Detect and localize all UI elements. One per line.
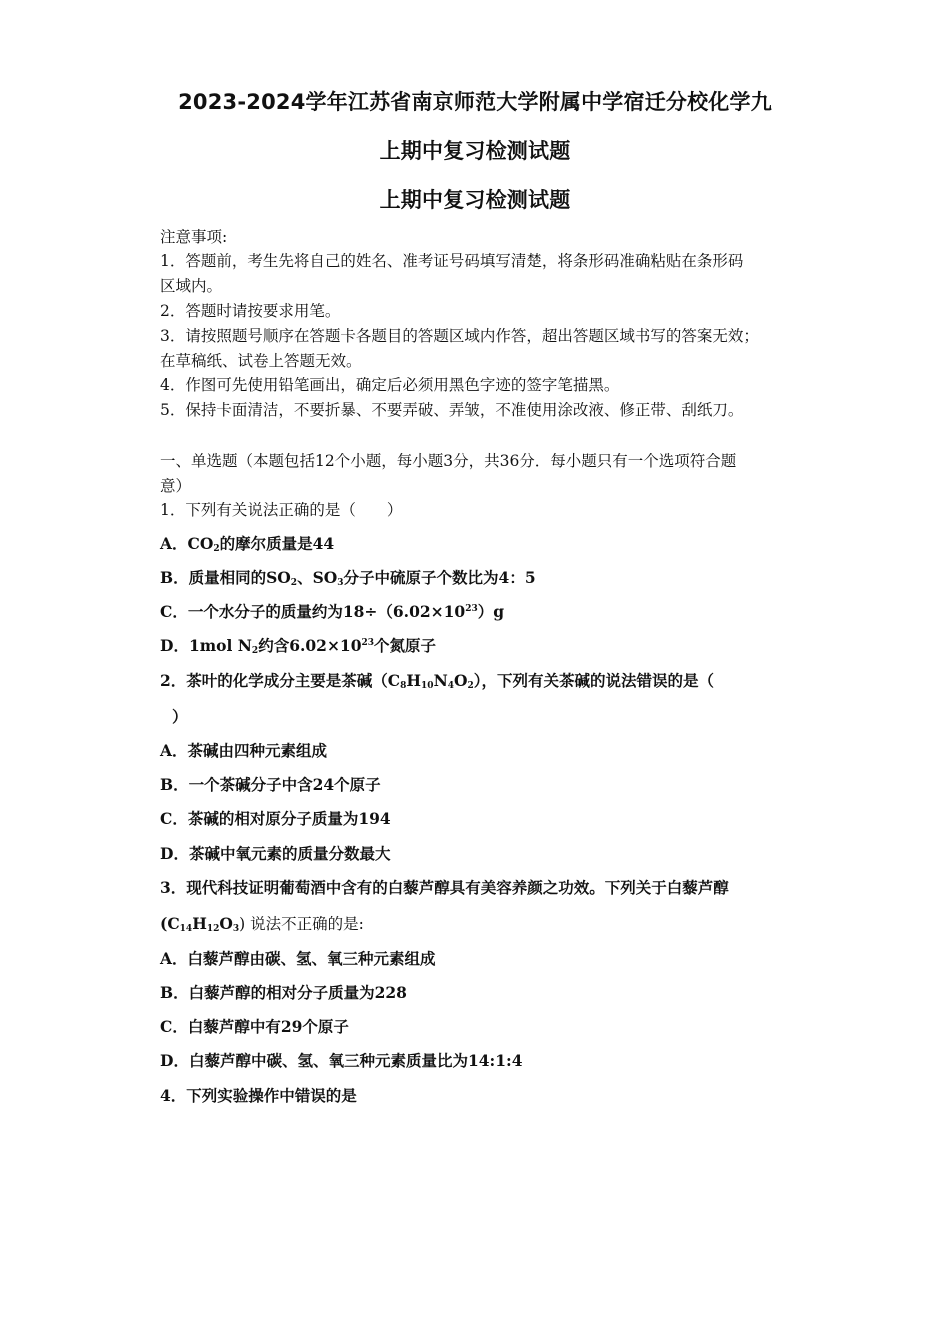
note-line: 1．答题前，考生先将自己的姓名、准考证号码填写清楚，将条形码准确粘贴在条形码 — [160, 252, 744, 270]
question-1-stem: 1．下列有关说法正确的是（ ） — [160, 501, 403, 519]
page-title-line-1: 2023-2024学年江苏省南京师范大学附属中学宿迁分校化学九 — [178, 90, 772, 114]
question-3-option-a: A．白藜芦醇由碳、氢、氧三种元素组成 — [160, 949, 436, 968]
question-2-stem-cont: ） — [172, 707, 188, 726]
note-line: 3．请按照题号顺序在答题卡各题目的答题区域内作答，超出答题区域书写的答案无效； — [160, 327, 759, 345]
question-3-option-b: B．白藜芦醇的相对分子质量为228 — [160, 983, 407, 1002]
question-2-option-c: C．茶碱的相对原分子质量为194 — [160, 809, 391, 828]
question-1-option-c: C．一个水分子的质量约为$18\div(6.02\times 10^{23})g$ — [160, 602, 505, 621]
note-line: 在草稿纸、试卷上答题无效。 — [160, 352, 362, 370]
question-3-formula: $(C_{14}H_{12}O_3)$ 说法不正确的是: — [160, 914, 364, 934]
question-2-option-b: B．一个茶碱分子中含24个原子 — [160, 775, 381, 794]
notes-heading: 注意事项: — [160, 228, 228, 246]
note-line: 区域内。 — [160, 277, 223, 295]
question-3-option-c: C．白藜芦醇中有29个原子 — [160, 1017, 349, 1036]
question-3-stem: 3．现代科技证明葡萄酒中含有的白藜芦醇具有美容养颜之功效。下列关于白藜芦醇 — [160, 878, 729, 897]
page-title-line-3: 上期中复习检测试题 — [379, 188, 571, 212]
question-1-option-a: A．$CO_2$的摩尔质量是44 — [160, 534, 335, 554]
note-line: 4．作图可先使用铅笔画出，确定后必须用黑色字迹的签字笔描黑。 — [160, 376, 620, 394]
question-3-option-d: D．白藜芦醇中碳、氢、氧三种元素质量比为14:1:4 — [160, 1051, 523, 1070]
question-2-stem: 2．茶叶的化学成分主要是茶碱$(C_8H_{10}N_4O_2)$，下列有关茶碱的说法错误的是（ — [160, 671, 715, 691]
note-line: 2．答题时请按要求用笔。 — [160, 302, 341, 320]
note-line: 5．保持卡面清洁，不要折暴、不要弄破、弄皱，不准使用涂改液、修正带、刮纸刀。 — [160, 401, 744, 419]
question-2-option-d: D．茶碱中氧元素的质量分数最大 — [160, 844, 391, 863]
section-heading-cont: 意） — [160, 477, 192, 495]
question-4-stem: 4．下列实验操作中错误的是 — [160, 1086, 357, 1105]
section-heading: 一、单选题（本题包括12个小题，每小题3分，共36分．每小题只有一个选项符合题 — [160, 452, 737, 470]
question-1-option-b: B．质量相同的$SO_2$、$SO_3$分子中硫原子个数比为4：5 — [160, 568, 536, 588]
page-title-line-2: 上期中复习检测试题 — [379, 139, 571, 163]
question-1-option-d: D．1mol $N_2$约含$6.02\times 10^{23}$个氮原子 — [160, 636, 437, 656]
question-2-option-a: A．茶碱由四种元素组成 — [160, 741, 328, 760]
